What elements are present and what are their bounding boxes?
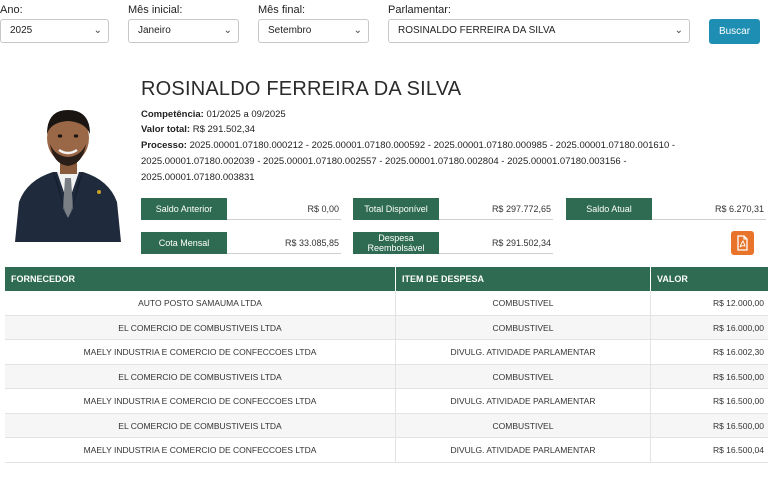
saldo-atual-value: R$ 6.270,31 bbox=[652, 198, 766, 220]
cell-fornecedor: MAELY INDUSTRIA E COMERCIO DE CONFECCOES LTDA bbox=[5, 340, 396, 364]
chevron-down-icon: ⌄ bbox=[353, 25, 362, 36]
cell-valor: R$ 16.000,00 bbox=[712, 322, 764, 333]
table-body bbox=[5, 291, 768, 463]
mes-inicial-value: Janeiro bbox=[138, 25, 171, 36]
saldo-atual-label: Saldo Atual bbox=[566, 198, 652, 220]
filter-bar bbox=[0, 0, 768, 52]
parlamentar-value: ROSINALDO FERREIRA DA SILVA bbox=[398, 25, 556, 36]
deputy-name: ROSINALDO FERREIRA DA SILVA bbox=[141, 78, 462, 100]
mes-final-label: Mês final: bbox=[258, 4, 306, 16]
parlamentar-select[interactable] bbox=[388, 19, 690, 43]
cell-fornecedor: MAELY INDUSTRIA E COMERCIO DE CONFECCOES LTDA bbox=[5, 438, 396, 462]
processo-label: Processo: bbox=[141, 140, 187, 151]
table-row bbox=[5, 389, 768, 414]
cell-valor: R$ 12.000,00 bbox=[712, 298, 764, 308]
cell-valor: R$ 16.500,00 bbox=[712, 396, 764, 406]
ano-select-value: 2025 bbox=[10, 25, 33, 36]
despesa-reembolsavel-label: Despesa Reembolsável bbox=[353, 232, 439, 254]
portrait-image bbox=[13, 100, 123, 242]
table-row bbox=[5, 365, 768, 390]
cell-item-despesa: DIVULG. ATIVIDADE PARLAMENTAR bbox=[396, 340, 651, 364]
despesa-reembolsavel-value: R$ 291.502,34 bbox=[439, 232, 553, 254]
ano-label: Ano: bbox=[0, 4, 23, 16]
deputy-photo bbox=[13, 100, 123, 242]
competencia-label: Competência: bbox=[141, 109, 204, 120]
pdf-icon bbox=[731, 231, 754, 255]
valor-total-label: Valor total: bbox=[141, 124, 191, 135]
total-disponivel-value: R$ 297.772,65 bbox=[439, 198, 553, 220]
cell-fornecedor: EL COMERCIO DE COMBUSTIVEIS LTDA bbox=[5, 365, 396, 389]
cota-mensal-value: R$ 33.085,85 bbox=[227, 232, 341, 254]
cell-fornecedor: EL COMERCIO DE COMBUSTIVEIS LTDA bbox=[5, 414, 396, 438]
header-item-despesa[interactable]: ITEM DE DESPESA bbox=[396, 267, 651, 291]
mes-final-value: Setembro bbox=[268, 25, 312, 36]
cell-valor: R$ 16.002,30 bbox=[712, 347, 764, 357]
saldo-anterior-value: R$ 0,00 bbox=[227, 198, 341, 220]
buscar-button[interactable]: Buscar bbox=[709, 19, 760, 44]
cell-item-despesa: COMBUSTIVEL bbox=[396, 414, 651, 438]
cell-fornecedor: AUTO POSTO SAMAUMA LTDA bbox=[5, 291, 396, 315]
chevron-down-icon: ⌄ bbox=[223, 25, 232, 36]
header-fornecedor[interactable]: FORNECEDOR bbox=[5, 267, 396, 291]
table-header bbox=[5, 267, 768, 291]
cell-item-despesa: DIVULG. ATIVIDADE PARLAMENTAR bbox=[396, 389, 651, 413]
valor-total-value: R$ 291.502,34 bbox=[192, 124, 256, 135]
competencia-value: 01/2025 a 09/2025 bbox=[206, 109, 286, 120]
table-row bbox=[5, 438, 768, 463]
chevron-down-icon: ⌄ bbox=[674, 25, 683, 36]
saldo-anterior-label: Saldo Anterior bbox=[141, 198, 227, 220]
table-row bbox=[5, 316, 768, 341]
valor-total-line bbox=[141, 124, 255, 135]
competencia-line bbox=[141, 109, 286, 120]
cell-item-despesa: COMBUSTIVEL bbox=[396, 291, 651, 315]
mes-final-select[interactable] bbox=[258, 19, 369, 43]
cell-valor: R$ 16.500,00 bbox=[712, 371, 764, 382]
chevron-down-icon: ⌄ bbox=[93, 25, 102, 36]
cell-valor: R$ 16.500,04 bbox=[712, 445, 764, 455]
header-valor[interactable]: VALOR bbox=[657, 274, 688, 284]
table-row bbox=[5, 340, 768, 365]
pdf-export-button[interactable] bbox=[731, 231, 754, 255]
cell-item-despesa: COMBUSTIVEL bbox=[396, 316, 651, 340]
mes-inicial-label: Mês inicial: bbox=[128, 4, 183, 16]
total-disponivel-label: Total Disponível bbox=[353, 198, 439, 220]
cell-fornecedor: MAELY INDUSTRIA E COMERCIO DE CONFECCOES LTDA bbox=[5, 389, 396, 413]
table-row bbox=[5, 291, 768, 316]
table-row bbox=[5, 414, 768, 439]
processo-line bbox=[141, 138, 741, 186]
parlamentar-label: Parlamentar: bbox=[388, 4, 451, 16]
expenses-table bbox=[5, 267, 768, 463]
cell-valor: R$ 16.500,00 bbox=[712, 420, 764, 431]
cota-mensal-label: Cota Mensal bbox=[141, 232, 227, 254]
cell-item-despesa: COMBUSTIVEL bbox=[396, 365, 651, 389]
mes-inicial-select[interactable] bbox=[128, 19, 239, 43]
ano-select[interactable] bbox=[0, 19, 109, 43]
cell-fornecedor: EL COMERCIO DE COMBUSTIVEIS LTDA bbox=[5, 316, 396, 340]
processo-value: 2025.00001.07180.000212 - 2025.00001.07180.000592 - 2025.00001.07180.000985 - 2025.00001.07180.001610 - 2025.00001.07180.002039 - 2025.00001.07180.002557 - 2025.00001.07180.002804 - 2025.00001.07180.003156 - 2025.00001.07180.003831 bbox=[141, 140, 676, 183]
cell-item-despesa: DIVULG. ATIVIDADE PARLAMENTAR bbox=[396, 438, 651, 462]
